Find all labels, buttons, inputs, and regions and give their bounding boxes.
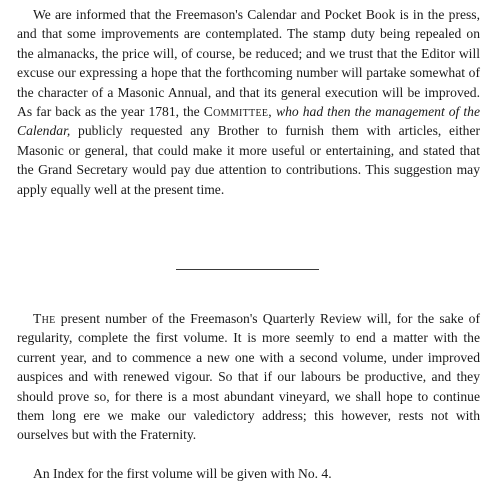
committee-small-caps: Committee, bbox=[203, 104, 272, 120]
paragraph-calendar-notice bbox=[17, 5, 480, 199]
lead-word-small-caps: The bbox=[33, 311, 56, 326]
paragraph-text: publicly requested any Brother to furnish them with articles, either Masonic or general, that could make it more useful or entertaining, and stated that the Grand Secretary would pay due attention to contributions. This suggestion may apply equally well at the present time. bbox=[17, 123, 480, 197]
paragraph-index-note: An Index for the first volume will be given with No. 4. bbox=[33, 466, 332, 481]
paragraph-text: We are informed that the Freemason's Calendar and Pocket Book is in the press, and that some improvements are contemplated. The stamp duty being repealed on the almanacks, the price will, of course, be reduced; and we trust that the Editor will excuse our expressing a hope that the forthcoming number will partake somewhat of the character of a Masonic Annual, and that its general execution will be improved. As far back as the year 1781, the bbox=[17, 7, 480, 120]
section-divider bbox=[176, 269, 319, 270]
paragraph-text: present number of the Freemason's Quarterly Review will, for the sake of regularity, complete the first volume. It is more seemly to end a matter with the current year, and to commence a new one with a second volume, under improved auspices and with renewed vigour. So that if our labours be productive, and they should prove so, for there is a most abundant vineyard, we shall hope to continue them long ere we make our valedictory address; this however, rests not with ourselves but with the Fraternity. bbox=[17, 311, 480, 443]
italic-phrase: who had then the management of the Calendar, bbox=[17, 104, 480, 139]
paragraph-review-volume bbox=[17, 309, 480, 445]
